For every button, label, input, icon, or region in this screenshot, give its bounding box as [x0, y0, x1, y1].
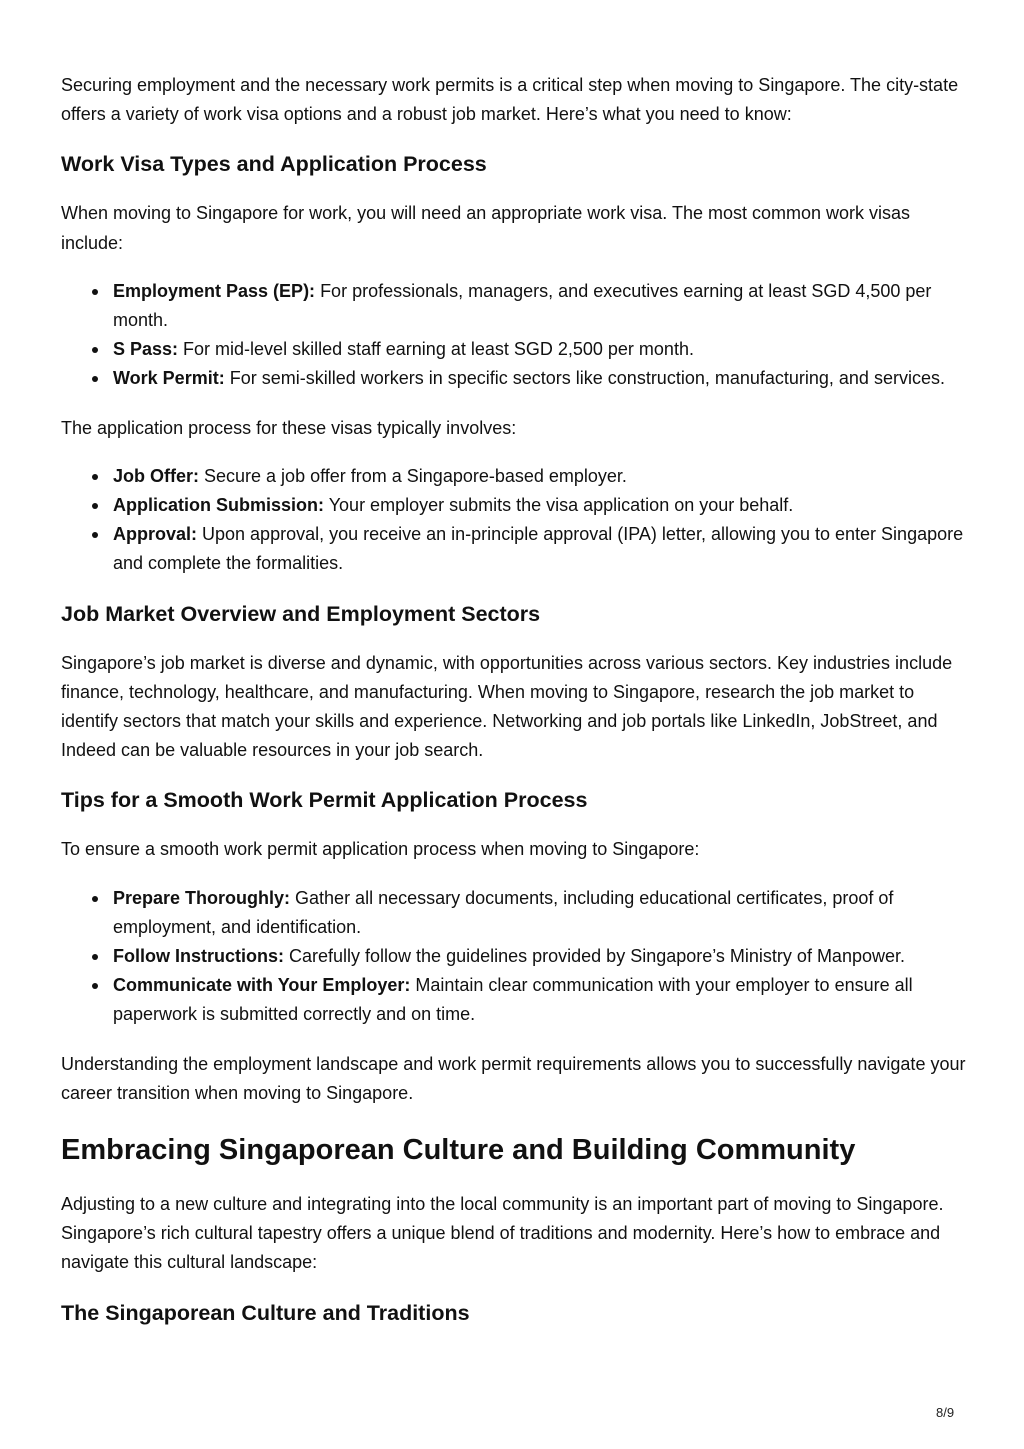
list-item — [113, 971, 973, 1029]
visa-types-list — [61, 277, 973, 394]
list-item-text: Gather all necessary documents, including educational certificates, proof of employment, and identification. — [113, 887, 894, 937]
list-item-term: Approval: — [113, 524, 198, 545]
list-item-text: Your employer submits the visa application on your behalf. — [324, 495, 794, 516]
list-item-text: Carefully follow the guidelines provided by Singapore’s Ministry of Manpower. — [284, 946, 905, 967]
list-item-text: For semi-skilled workers in specific sectors like construction, manufacturing, and services. — [224, 368, 945, 389]
heading-job-market: Job Market Overview and Employment Sectors — [61, 601, 541, 626]
conclusion-paragraph: Understanding the employment landscape and work permit requirements allows you to successfully navigate your career transition when moving to Singapore. — [61, 1053, 966, 1103]
list-item-term: Work Permit: — [113, 368, 225, 389]
list-item — [113, 277, 973, 335]
page-number: 8/9 — [936, 1405, 955, 1420]
tips-intro-paragraph: To ensure a smooth work permit application process when moving to Singapore: — [61, 839, 700, 860]
list-item-term: Follow Instructions: — [113, 946, 284, 967]
process-intro-paragraph: The application process for these visas typically involves: — [61, 417, 517, 438]
visa-intro-paragraph: When moving to Singapore for work, you will need an appropriate work visa. The most common work visas include: — [61, 203, 911, 253]
list-item-term: Job Offer: — [113, 465, 200, 486]
list-item-term: Prepare Thoroughly: — [113, 887, 291, 908]
heading-tips: Tips for a Smooth Work Permit Application Process — [61, 788, 588, 813]
list-item — [113, 520, 973, 578]
culture-paragraph: Adjusting to a new culture and integrating into the local community is an important part of moving to Singapore. Singapore’s rich cultural tapestry offers a unique blend of traditions and modernity. Here’s how to embrace and navigate this cultural landscape: — [61, 1194, 944, 1273]
list-item — [113, 462, 973, 491]
heading-culture-traditions: The Singaporean Culture and Traditions — [61, 1300, 470, 1325]
list-item — [113, 491, 973, 520]
intro-paragraph: Securing employment and the necessary work permits is a critical step when moving to Singapore. The city-state offers a variety of work visa options and a robust job market. Here’s what you need to know: — [61, 75, 959, 125]
list-item-text: Secure a job offer from a Singapore-based employer. — [199, 465, 627, 486]
list-item-text: For mid-level skilled staff earning at least SGD 2,500 per month. — [178, 339, 694, 360]
application-steps-list — [61, 462, 973, 579]
list-item — [113, 884, 973, 942]
heading-embracing-culture: Embracing Singaporean Culture and Building Community — [61, 1134, 856, 1167]
list-item-term: Communicate with Your Employer: — [113, 975, 411, 996]
list-item-term: Application Submission: — [113, 495, 325, 516]
list-item-term: Employment Pass (EP): — [113, 280, 316, 301]
list-item — [113, 942, 973, 971]
list-item — [113, 364, 973, 393]
list-item-term: S Pass: — [113, 339, 179, 360]
tips-list — [61, 884, 973, 1030]
document-body — [61, 71, 973, 1328]
list-item-text: Upon approval, you receive an in-principle approval (IPA) letter, allowing you to enter Singapore and complete the formalities. — [113, 524, 964, 574]
list-item-text: For professionals, managers, and executives earning at least SGD 4,500 per month. — [113, 280, 932, 331]
list-item — [113, 335, 973, 364]
job-market-paragraph: Singapore’s job market is diverse and dynamic, with opportunities across various sectors. Key industries include finance, technology, healthcare, and manufacturing. When moving to Singapore, research the job market to identify sectors that match your skills and experience. Networking and job portals like LinkedIn, JobStreet, and Indeed can be valuable resources in your job search. — [61, 652, 953, 761]
list-item-text: Maintain clear communication with your employer to ensure all paperwork is submitted correctly and on time. — [113, 975, 913, 1025]
heading-work-visa-types: Work Visa Types and Application Process — [61, 152, 487, 177]
